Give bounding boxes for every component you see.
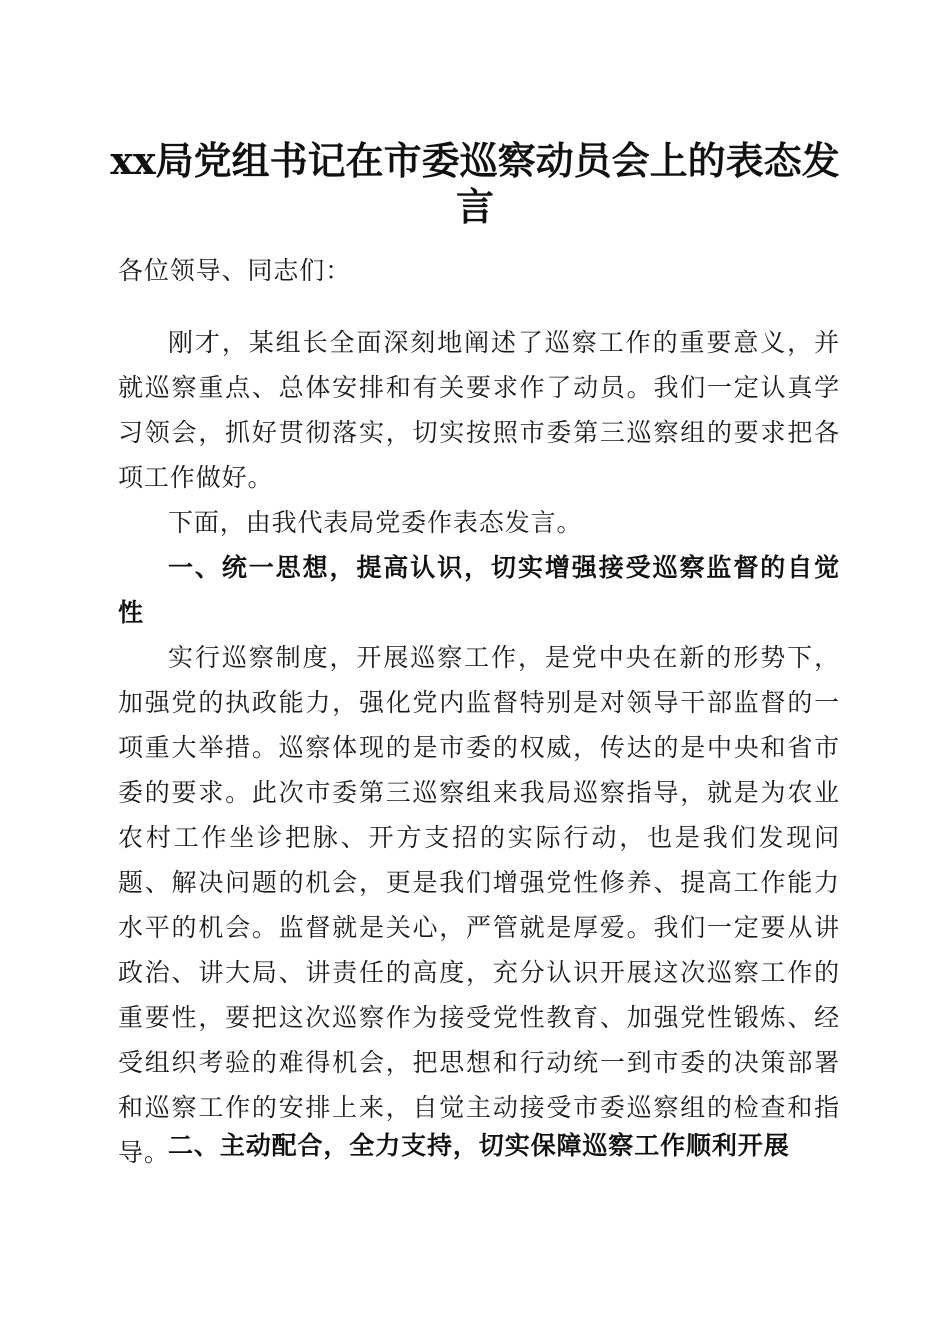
paragraph-3-text: 实行巡察制度，开展巡察工作，是党中央在新的形势下，加强党的执政能力，强化党内监督特别是对领导干部监督的一项重大举措。巡察体现的是市委的权威，传达的是中央和省市委的要求。此次市委第三巡察组来我局巡察指导，就是为农业农村工作坐诊把脉、开方支招的实际行动，也是我们发现问题、解决问题的机会，更是我们增强党性修养、提高工作能力水平的机会。监督就是关心，严管就是厚爱。我们一定要从讲政治、讲大局、讲责任的高度，充分认识开展这次巡察工作的重要性，要把这次巡察作为接受党性教育、加强党性锻炼、经受组织考验的难得机会，把思想和行动统一到市委的决策部署和巡察工作的安排上来，自觉主动接受市委巡察组的检查和指导。 [118, 643, 840, 1167]
section-heading-1-text: 一、统一思想，提高认识，切实增强接受巡察监督的自觉性 [118, 553, 840, 627]
document-title: xx局党组书记在市委巡察动员会上的表态发言 [110, 138, 840, 229]
section-heading-1 [118, 545, 840, 635]
paragraph-3 [118, 635, 840, 1175]
salutation-text: 各位领导、同志们： [118, 256, 352, 285]
section-heading-2-text: 二、主动配合，全力支持，切实保障巡察工作顺利开展 [168, 1131, 790, 1160]
paragraph-2-text: 下面，由我代表局党委作表态发言。 [168, 508, 583, 537]
salutation [118, 248, 840, 293]
paragraph-1 [118, 320, 840, 500]
paragraph-1-text: 刚才，某组长全面深刻地阐述了巡察工作的重要意义，并就巡察重点、总体安排和有关要求作了动员。我们一定认真学习领会，抓好贯彻落实，切实按照市委第三巡察组的要求把各项工作做好。 [118, 328, 840, 492]
section-heading-2 [118, 1123, 840, 1168]
paragraph-2 [118, 500, 840, 545]
